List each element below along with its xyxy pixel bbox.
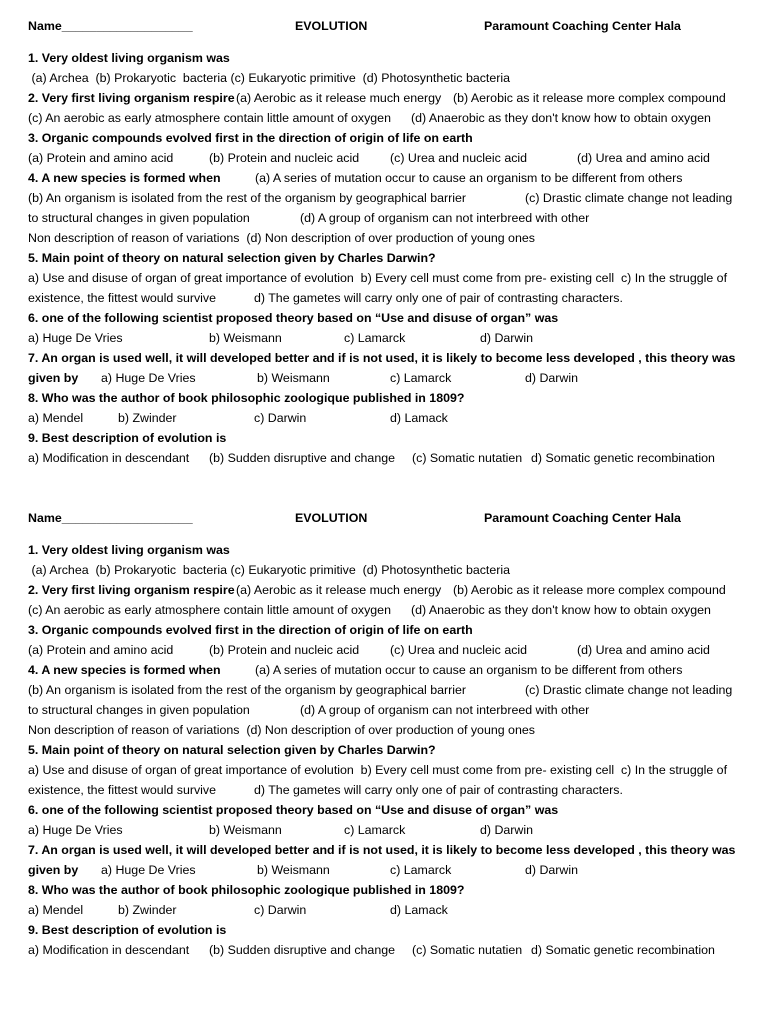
question-4-options	[28, 680, 748, 700]
question-9-options	[28, 940, 748, 960]
option-b: (b) Aerobic as it release more complex compound	[453, 583, 726, 597]
question-4-line	[28, 660, 748, 680]
question-6-options	[28, 328, 748, 348]
worksheet-copy	[28, 508, 748, 960]
option-c: (c) Somatic nutatien	[412, 943, 523, 957]
option-d: (d) Urea and amino acid	[577, 643, 710, 657]
coaching-center-name: Paramount Coaching Center Hala	[484, 511, 681, 525]
option-d: d) The gametes will carry only one of pair of contrasting characters.	[254, 783, 623, 797]
option-d: d) Somatic genetic recombination	[531, 451, 715, 465]
worksheet-header	[28, 16, 748, 36]
option-a: a) Modification in descendant	[28, 451, 190, 465]
option-d: d) Darwin	[525, 371, 579, 385]
question-2-options	[28, 108, 748, 128]
question-6: 6. one of the following scientist proposed theory based on “Use and disuse of organ” was	[28, 311, 559, 325]
option-c: c) Darwin	[254, 903, 307, 917]
option-d: d) Darwin	[480, 823, 534, 837]
question-8-options	[28, 408, 748, 428]
worksheet-title: EVOLUTION	[295, 19, 368, 33]
question-4-extra: Non description of reason of variations (d) Non description of over production of young ones	[28, 723, 535, 737]
question-7-options	[28, 368, 748, 388]
question-2-options	[28, 600, 748, 620]
option-text: existence, the fittest would survive	[28, 783, 217, 797]
worksheet-copy	[28, 16, 748, 468]
option-a: a) Huge De Vries	[101, 371, 196, 385]
question-1-options: (a) Archea (b) Prokaryotic bacteria (c) Eukaryotic primitive (d) Photosynthetic bacteria	[28, 563, 511, 577]
option-b: (b) Aerobic as it release more complex compound	[453, 91, 726, 105]
option-b: (b) Protein and nucleic acid	[209, 643, 360, 657]
question-7: 7. An organ is used well, it will developed better and if is not used, it is likely to become less developed , this theory was	[28, 351, 736, 365]
option-d: (d) A group of organism can not interbreed with other	[300, 703, 590, 717]
option-c: c) Lamarck	[390, 863, 452, 877]
question-4-options-cont	[28, 700, 748, 720]
question-2: 2. Very first living organism respire	[28, 583, 235, 597]
question-7-cont: given by	[28, 371, 79, 385]
question-5-options-cont	[28, 780, 748, 800]
option-c-cont: to structural changes in given population	[28, 211, 250, 225]
option-b: (b) An organism is isolated from the rest of the organism by geographical barrier	[28, 683, 467, 697]
option-c-cont: to structural changes in given population	[28, 703, 250, 717]
option-a: (a) A series of mutation occur to cause an organism to be different from others	[255, 171, 683, 185]
question-7-cont: given by	[28, 863, 79, 877]
question-8: 8. Who was the author of book philosophic zoologique published in 1809?	[28, 883, 465, 897]
option-b: b) Zwinder	[118, 411, 177, 425]
question-6: 6. one of the following scientist proposed theory based on “Use and disuse of organ” was	[28, 803, 559, 817]
option-c: c) Lamarck	[390, 371, 452, 385]
option-d: d) The gametes will carry only one of pair of contrasting characters.	[254, 291, 623, 305]
option-d: (d) Urea and amino acid	[577, 151, 710, 165]
option-a: a) Mendel	[28, 411, 84, 425]
option-d: d) Lamack	[390, 411, 448, 425]
question-7-options	[28, 860, 748, 880]
question-3-options	[28, 640, 748, 660]
option-c: c) Darwin	[254, 411, 307, 425]
option-a: (a) A series of mutation occur to cause an organism to be different from others	[255, 663, 683, 677]
question-2-line	[28, 580, 748, 600]
question-9: 9. Best description of evolution is	[28, 431, 227, 445]
option-d: (d) Anaerobic as they don't know how to obtain oxygen	[411, 111, 711, 125]
option-c: (c) Urea and nucleic acid	[390, 151, 528, 165]
question-2-line	[28, 88, 748, 108]
question-4-options	[28, 188, 748, 208]
question-1: 1. Very oldest living organism was	[28, 51, 230, 65]
question-5: 5. Main point of theory on natural selection given by Charles Darwin?	[28, 251, 436, 265]
option-c: (c) An aerobic as early atmosphere contain little amount of oxygen	[28, 111, 391, 125]
option-b: b) Weismann	[209, 331, 282, 345]
question-7: 7. An organ is used well, it will developed better and if is not used, it is likely to become less developed , this theory was	[28, 843, 736, 857]
option-d: (d) Anaerobic as they don't know how to obtain oxygen	[411, 603, 711, 617]
option-a: (a) Aerobic as it release much energy	[236, 91, 442, 105]
name-field-label: Name___________________	[28, 511, 193, 525]
option-c: (c) An aerobic as early atmosphere contain little amount of oxygen	[28, 603, 391, 617]
question-5-options: a) Use and disuse of organ of great importance of evolution b) Every cell must come from pre- existing cell c) In the struggle of	[28, 763, 728, 777]
question-5-options-cont	[28, 288, 748, 308]
option-a: a) Modification in descendant	[28, 943, 190, 957]
option-b: b) Weismann	[257, 863, 330, 877]
question-8-options	[28, 900, 748, 920]
option-d: d) Somatic genetic recombination	[531, 943, 715, 957]
option-a: a) Huge De Vries	[28, 823, 123, 837]
question-3: 3. Organic compounds evolved first in the direction of origin of life on earth	[28, 623, 473, 637]
coaching-center-name: Paramount Coaching Center Hala	[484, 19, 681, 33]
option-b: (b) Protein and nucleic acid	[209, 151, 360, 165]
option-c: (c) Urea and nucleic acid	[390, 643, 528, 657]
question-1-options: (a) Archea (b) Prokaryotic bacteria (c) Eukaryotic primitive (d) Photosynthetic bacteria	[28, 71, 511, 85]
question-9-options	[28, 448, 748, 468]
option-d: d) Darwin	[480, 331, 534, 345]
option-b: b) Zwinder	[118, 903, 177, 917]
option-a: a) Huge De Vries	[28, 331, 123, 345]
option-a: (a) Protein and amino acid	[28, 151, 174, 165]
question-9: 9. Best description of evolution is	[28, 923, 227, 937]
option-c: c) Lamarck	[344, 331, 406, 345]
question-5-options: a) Use and disuse of organ of great importance of evolution b) Every cell must come from pre- existing cell c) In the struggle of	[28, 271, 728, 285]
option-c: (c) Somatic nutatien	[412, 451, 523, 465]
question-4-extra: Non description of reason of variations (d) Non description of over production of young ones	[28, 231, 535, 245]
question-4: 4. A new species is formed when	[28, 171, 221, 185]
question-4: 4. A new species is formed when	[28, 663, 221, 677]
question-8: 8. Who was the author of book philosophic zoologique published in 1809?	[28, 391, 465, 405]
option-a: a) Mendel	[28, 903, 84, 917]
option-a: (a) Protein and amino acid	[28, 643, 174, 657]
option-a: (a) Aerobic as it release much energy	[236, 583, 442, 597]
question-6-options	[28, 820, 748, 840]
option-b: b) Weismann	[257, 371, 330, 385]
option-c: (c) Drastic climate change not leading	[525, 683, 733, 697]
name-field-label: Name___________________	[28, 19, 193, 33]
worksheet-header	[28, 508, 748, 528]
option-d: (d) A group of organism can not interbreed with other	[300, 211, 590, 225]
question-3: 3. Organic compounds evolved first in the direction of origin of life on earth	[28, 131, 473, 145]
question-3-options	[28, 148, 748, 168]
option-text: existence, the fittest would survive	[28, 291, 217, 305]
option-b: (b) Sudden disruptive and change	[209, 943, 395, 957]
option-c: (c) Drastic climate change not leading	[525, 191, 733, 205]
question-1: 1. Very oldest living organism was	[28, 543, 230, 557]
option-a: a) Huge De Vries	[101, 863, 196, 877]
option-d: d) Lamack	[390, 903, 448, 917]
question-4-line	[28, 168, 748, 188]
question-4-options-cont	[28, 208, 748, 228]
option-b: b) Weismann	[209, 823, 282, 837]
option-b: (b) Sudden disruptive and change	[209, 451, 395, 465]
question-5: 5. Main point of theory on natural selection given by Charles Darwin?	[28, 743, 436, 757]
question-2: 2. Very first living organism respire	[28, 91, 235, 105]
option-c: c) Lamarck	[344, 823, 406, 837]
option-d: d) Darwin	[525, 863, 579, 877]
option-b: (b) An organism is isolated from the rest of the organism by geographical barrier	[28, 191, 467, 205]
worksheet-title: EVOLUTION	[295, 511, 368, 525]
